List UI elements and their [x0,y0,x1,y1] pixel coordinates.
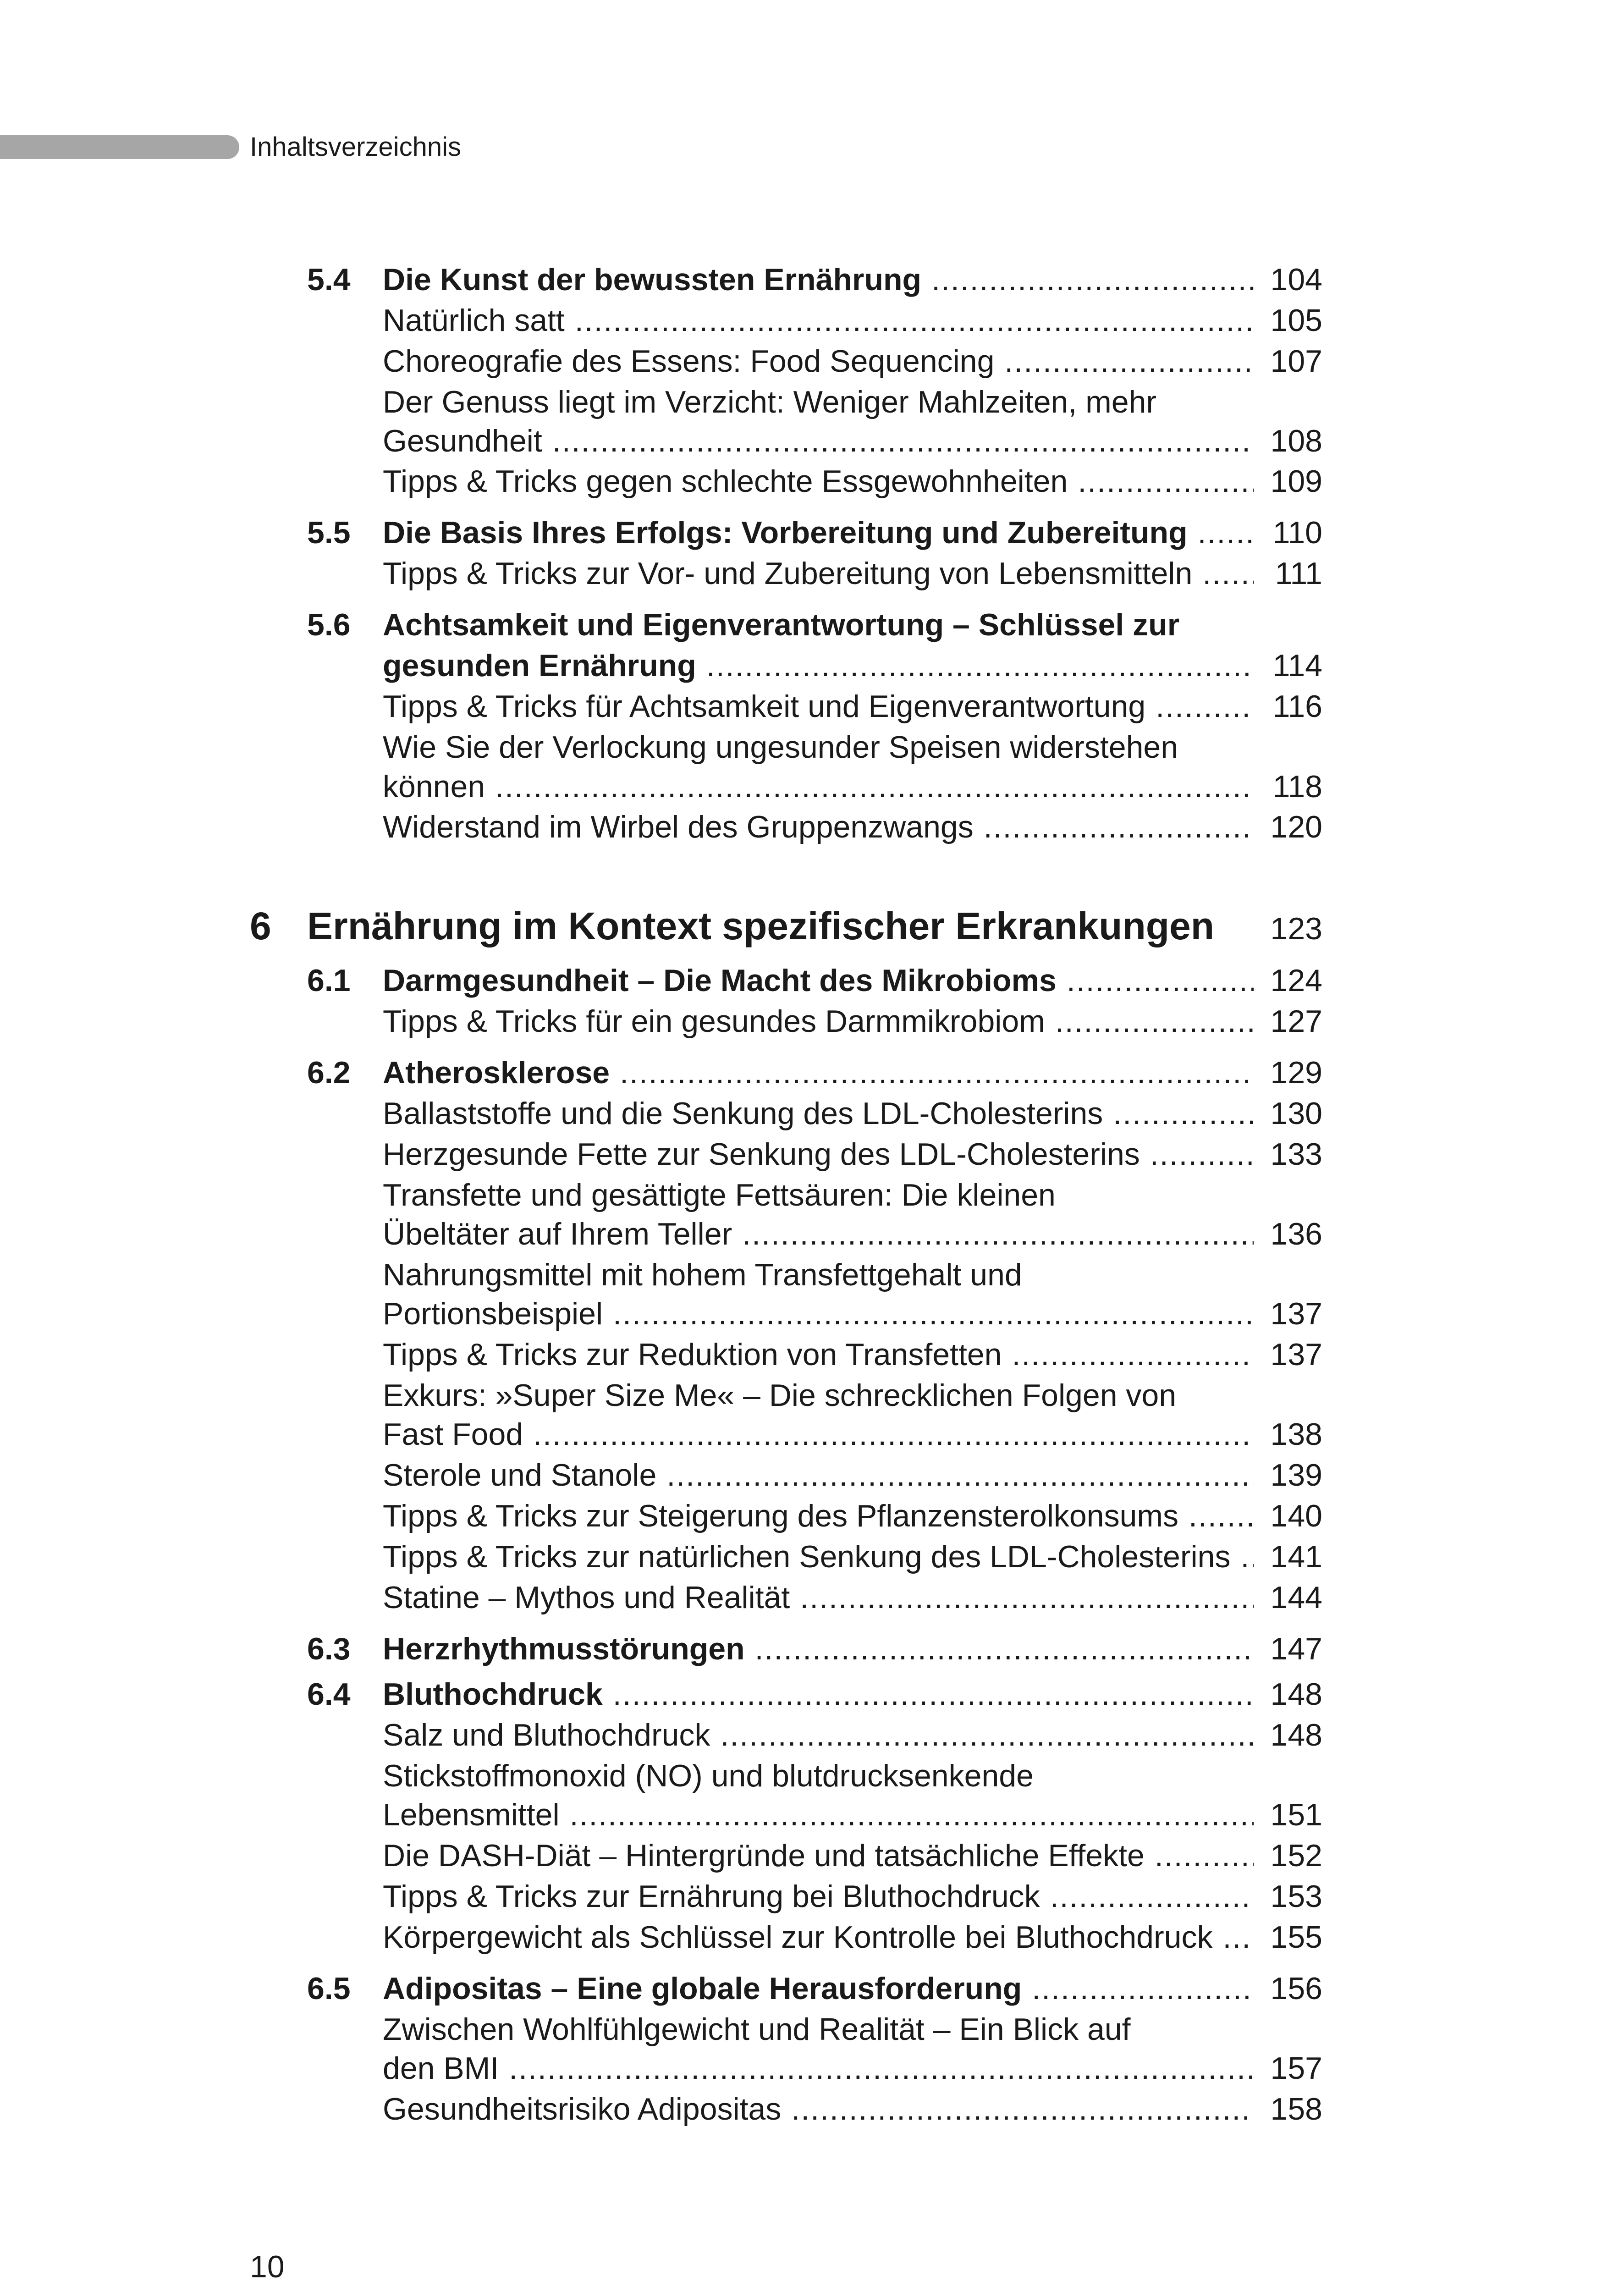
entry-title: Tipps & Tricks zur Reduktion von Transfetten [383,1337,1002,1372]
section-number: 6.5 [307,1971,351,2006]
toc-entry[interactable] [383,2048,1322,2088]
header-accent-bar [0,135,239,159]
page-ref: 114 [1272,648,1322,683]
toc-entry[interactable] [383,2089,1322,2129]
dot-leader [1113,1093,1254,1134]
page-ref: 148 [1270,1718,1322,1752]
page-ref: 104 [1270,262,1322,297]
toc-entry[interactable] [383,1001,1322,1041]
dot-leader [533,1414,1254,1455]
entry-title: Die DASH-Diät – Hintergründe und tatsächliche Effekte [383,1838,1145,1873]
page-ref: 156 [1270,1971,1322,2006]
entry-title: Statine – Mythos und Realität [383,1580,790,1615]
page-ref: 153 [1270,1879,1322,1914]
chapter-number: 6 [250,904,271,948]
page-ref: 140 [1270,1499,1322,1533]
page-ref: 137 [1270,1337,1322,1372]
dot-leader [755,1629,1254,1669]
dot-leader [1156,686,1254,727]
toc-entry-line1: Stickstoffmonoxid (NO) und blutdrucksenkende [383,1758,1034,1793]
toc-entry[interactable] [383,1715,1322,1755]
dot-leader [1202,553,1254,594]
entry-title: Körpergewicht als Schlüssel zur Kontrolle bei Bluthochdruck [383,1920,1213,1955]
page-ref: 124 [1270,963,1322,998]
section-number: 6.1 [307,963,351,998]
page-ref: 110 [1272,515,1322,550]
toc-entry[interactable] [383,1496,1322,1536]
toc-entry[interactable] [383,686,1322,727]
dot-leader [706,645,1254,686]
entry-title: Ballaststoffe und die Senkung des LDL-Cholesterins [383,1096,1103,1131]
toc-entry[interactable] [383,553,1322,594]
toc-section-entry[interactable] [383,645,1322,686]
toc-entry[interactable] [383,1093,1322,1134]
toc-section-entry[interactable] [383,960,1322,1001]
section-number: 6.4 [307,1677,351,1712]
page-ref: 151 [1270,1797,1322,1832]
entry-title: Gesundheit [383,424,542,458]
entry-title: Portionsbeispiel [383,1296,603,1331]
entry-title: Sterole und Stanole [383,1458,657,1493]
page-ref: 133 [1270,1137,1322,1172]
page-ref: 107 [1270,344,1322,379]
toc-entry[interactable] [383,1537,1322,1577]
toc-section-entry[interactable] [383,259,1322,300]
dot-leader [1032,1968,1254,2009]
entry-title: Herzgesunde Fette zur Senkung des LDL-Cholesterins [383,1137,1140,1172]
page-ref: 120 [1270,810,1322,844]
toc-entry-line1: Wie Sie der Verlockung ungesunder Speisen widerstehen [383,730,1178,765]
dot-leader [1189,1496,1254,1536]
dot-leader [1222,1917,1254,1957]
entry-title: Lebensmittel [383,1797,560,1832]
page-ref: 139 [1270,1458,1322,1493]
chapter-title: Ernährung im Kontext spezifischer Erkrankungen [307,904,1215,948]
dot-leader [1198,512,1254,553]
entry-title: Bluthochdruck [383,1677,603,1712]
entry-title: Fast Food [383,1417,523,1452]
entry-title: den BMI [383,2051,499,2086]
dot-leader [791,2089,1254,2129]
toc-entry-line1: Transfette und gesättigte Fettsäuren: Die kleinen [383,1178,1056,1212]
toc-entry[interactable] [383,1577,1322,1618]
toc-entry[interactable] [383,341,1322,381]
page-ref: 157 [1270,2051,1322,2086]
entry-title: Tipps & Tricks für Achtsamkeit und Eigenverantwortung [383,689,1146,724]
entry-title: Herzrhythmusstörungen [383,1631,745,1666]
dot-leader [613,1674,1254,1714]
toc-chapter-entry[interactable] [307,903,1322,952]
toc-entry-line1: Nahrungsmittel mit hohem Transfettgehalt und [383,1257,1022,1292]
toc-section-entry[interactable] [383,1968,1322,2009]
dot-leader [1012,1334,1254,1375]
page-ref: 123 [1270,911,1322,946]
entry-title: Übeltäter auf Ihrem Teller [383,1217,732,1251]
page-ref: 105 [1270,303,1322,338]
toc-entry-line1: Zwischen Wohlfühlgewicht und Realität – Ein Blick auf [383,2012,1131,2047]
toc-entry[interactable] [383,1835,1322,1876]
entry-title: können [383,769,485,804]
toc-entry[interactable] [383,1334,1322,1375]
toc-entry-line1: Exkurs: »Super Size Me« – Die schrecklichen Folgen von [383,1378,1177,1413]
dot-leader [1240,1537,1254,1577]
entry-title: Widerstand im Wirbel des Gruppenzwangs [383,810,974,844]
toc-entry[interactable] [383,766,1322,807]
dot-leader [666,1455,1254,1495]
toc-entry[interactable] [383,1214,1322,1254]
page-ref: 144 [1270,1580,1322,1615]
page-ref: 141 [1270,1539,1322,1574]
entry-title: Atherosklerose [383,1055,610,1090]
page-ref: 118 [1272,769,1322,804]
entry-title: Tipps & Tricks zur Ernährung bei Bluthochdruck [383,1879,1040,1914]
toc-entry[interactable] [383,1795,1322,1835]
entry-title: Natürlich satt [383,303,565,338]
entry-title: Salz und Bluthochdruck [383,1718,710,1752]
entry-title: Darmgesundheit – Die Macht des Mikrobioms [383,963,1057,998]
toc-section-entry[interactable] [383,1674,1322,1714]
dot-leader [1067,960,1254,1001]
page-ref: 116 [1272,689,1322,724]
entry-title: Choreografie des Essens: Food Sequencing [383,344,995,379]
toc-section-entry[interactable] [383,1629,1322,1669]
page-number: 10 [250,2249,285,2284]
toc-section-line1: Achtsamkeit und Eigenverantwortung – Schlüssel zur [383,607,1180,642]
dot-leader [1150,1134,1254,1174]
page-ref: 148 [1270,1677,1322,1712]
page-ref: 137 [1270,1296,1322,1331]
entry-title: Adipositas – Eine globale Herausforderung [383,1971,1022,2006]
page-ref: 111 [1275,556,1322,591]
section-number: 6.3 [307,1631,351,1666]
entry-title: Die Kunst der bewussten Ernährung [383,262,922,297]
toc-entry[interactable] [383,1134,1322,1174]
toc-entry[interactable] [383,1294,1322,1334]
page-ref: 147 [1270,1631,1322,1666]
page-ref: 127 [1270,1004,1322,1039]
section-number: 5.6 [307,607,351,642]
dot-leader [1078,461,1254,501]
page-ref: 158 [1270,2092,1322,2127]
dot-leader [570,1795,1254,1835]
entry-title: Tipps & Tricks zur Vor- und Zubereitung von Lebensmitteln [383,556,1193,591]
dot-leader [742,1214,1254,1254]
section-number: 5.5 [307,515,351,550]
page-ref: 152 [1270,1838,1322,1873]
entry-title: Tipps & Tricks gegen schlechte Essgewohnheiten [383,464,1068,499]
toc-entry[interactable] [383,1917,1322,1957]
dot-leader [1055,1001,1254,1041]
page-ref: 109 [1270,464,1322,499]
toc-entry[interactable] [383,461,1322,501]
page-ref: 136 [1270,1217,1322,1251]
page-ref: 155 [1270,1920,1322,1955]
dot-leader [575,300,1254,341]
dot-leader [931,259,1254,300]
dot-leader [1004,341,1254,381]
toc-entry[interactable] [383,421,1322,461]
page-ref: 129 [1270,1055,1322,1090]
page-ref: 108 [1270,424,1322,458]
page-ref: 130 [1270,1096,1322,1131]
entry-title: Tipps & Tricks zur Steigerung des Pflanzensterolkonsums [383,1499,1179,1533]
dot-leader [620,1052,1254,1093]
section-number: 6.2 [307,1055,351,1090]
toc-entry[interactable] [383,1876,1322,1917]
dot-leader [509,2048,1254,2088]
toc-entry[interactable] [383,807,1322,847]
dot-leader [613,1294,1254,1334]
toc-entry[interactable] [383,1455,1322,1495]
entry-title: Gesundheitsrisiko Adipositas [383,2092,782,2127]
dot-leader [1050,1876,1254,1917]
dot-leader [1155,1835,1254,1876]
toc-entry[interactable] [383,1414,1322,1455]
entry-title: gesunden Ernährung [383,648,696,683]
entry-title: Tipps & Tricks zur natürlichen Senkung des LDL-Cholesterins [383,1539,1231,1574]
toc-section-entry[interactable] [383,1052,1322,1093]
section-number: 5.4 [307,262,351,297]
dot-leader [984,807,1254,847]
entry-title: Die Basis Ihres Erfolgs: Vorbereitung und Zubereitung [383,515,1188,550]
toc-entry-line1: Der Genuss liegt im Verzicht: Weniger Mahlzeiten, mehr [383,385,1157,419]
dot-leader [720,1715,1254,1755]
entry-title: Tipps & Tricks für ein gesundes Darmmikrobiom [383,1004,1045,1039]
running-header: Inhaltsverzeichnis [250,132,461,162]
page-ref: 138 [1270,1417,1322,1452]
toc-entry[interactable] [383,300,1322,341]
toc-section-entry[interactable] [383,512,1322,553]
dot-leader [800,1577,1254,1618]
dot-leader [495,766,1254,807]
dot-leader [552,421,1254,461]
